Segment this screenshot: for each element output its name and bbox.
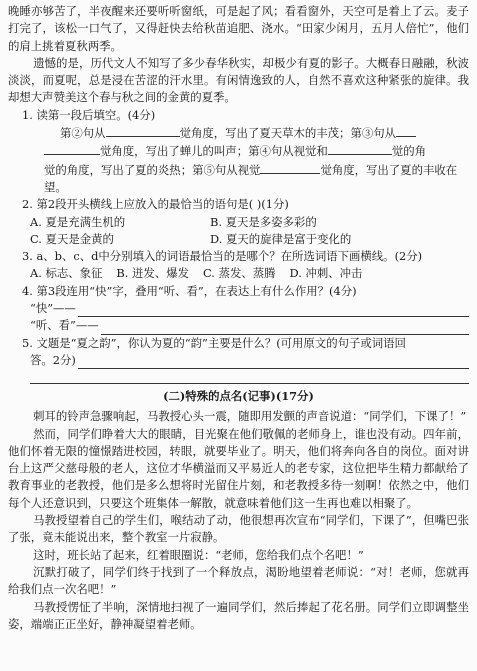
q1-text-3: 觉角度，写出了蝉儿的叫声；第④句从视觉和 [100, 144, 328, 159]
story-paragraph-2: 然而，同学们睁着大大的眼睛，目光聚在他们敬佩的老师身上，谁也没有动。四年前，他们怀着无限的憧憬踏进校园，转眼，就要毕业了。明天，他们将奔向各自的岗位。面对讲台上这严父慈母般的老人，这位才华横溢而又平易近人的老专家，这位把毕生精力都献给了教育事业的老教授，他们是多么想将时光留住片刻，和老教授多待一刻啊！依然之中，他们每个人还意识到，只要这个班集体一解散，就意味着他们这一生再也难以相聚了。 [8, 426, 469, 510]
question-5-answer-blank-2[interactable] [30, 369, 469, 384]
q4-answer-blank-1[interactable] [78, 304, 469, 317]
q3-option-c[interactable]: C. 蒸发、蒸腾 [203, 266, 276, 281]
q5-answer-blank-1[interactable] [78, 356, 469, 369]
question-3-stem: 3. a、b、c、d中分别填入的词语最恰当的是哪个？在所选词语下画横线。(2分) [22, 249, 423, 264]
q1-text-1: 第②句从 [60, 126, 106, 141]
q1-blank-2[interactable] [396, 124, 416, 137]
q1-text-5: 觉角度，写出了夏的丰收在望。 [44, 162, 458, 194]
story-paragraph-6: 马教授愣怔了半响，深情地扫视了一遍同学们，然后捧起了花名册。同学们立即调整坐姿，端端正正坐好，静神凝望着老师。 [8, 599, 469, 631]
q3-option-b[interactable]: B. 迸发、爆发 [116, 266, 189, 281]
q1-text-4a: 觉的角 [391, 144, 427, 159]
passage-paragraph-1-continued: 晚睡亦够苦了，半夜醒来还要听听窗纸，可是起了风；看看窗外，天空可是着上了云。麦子打完了，该松一口气了，又得赶快去给秋苗追肥、浇水。“田家少闲月，五月人倍忙”，他们的肩上挑着夏秋两季。 [8, 4, 469, 53]
q4-label-ting-kan: “听、看”—— [30, 318, 99, 333]
question-2-stem: 2. 第2段开头横线上应放入的最恰当的语句是( )(1分) [22, 197, 289, 212]
question-1-line-2 [8, 142, 469, 160]
question-3-options [8, 265, 469, 282]
story-paragraph-1: 刺耳的铃声急骤响起，马教授心头一震，随即用发颤的声音说道：“同学们，下课了！” [33, 409, 467, 424]
question-5-answer-line-1[interactable] [8, 352, 469, 369]
question-4-stem: 4. 第3段连用“快”字，叠用“听、看”，在表达上有什么作用？(4分) [22, 283, 357, 298]
q1-blank-3[interactable] [328, 142, 392, 155]
q1-text-2: 觉角度，写出了夏天草木的丰茂；第③句从 [179, 126, 397, 141]
q2-option-a[interactable]: A. 夏是充满生机的 [30, 214, 126, 229]
question-5-stem: 5. 文题是“夏之韵”，你认为夏的“韵”主要是什么？(可用原文的句子或词语回 [22, 335, 406, 350]
q1-blank-4[interactable] [260, 161, 320, 174]
q1-text-4: 觉的角度，写出了夏的炎热；第⑤句从视觉 [44, 162, 261, 177]
section-title: (二)特殊的点名(记事)(17分) [163, 389, 314, 404]
q1-blank-1[interactable] [106, 124, 180, 137]
question-1-line-3 [8, 161, 469, 197]
q2-option-c[interactable]: C. 夏天是金黄的 [30, 231, 114, 246]
q2-option-b[interactable]: B. 夏天是多姿多彩的 [210, 214, 317, 229]
q4-label-kuai: “快”—— [30, 301, 76, 316]
q4-answer-blank-2[interactable] [101, 322, 469, 335]
question-2-options-row-2 [8, 231, 469, 248]
q3-option-a[interactable]: A. 标志、象征 [30, 266, 103, 281]
question-1-stem: 1. 读第一段后填空。(4分) [22, 107, 156, 122]
story-paragraph-4: 这时，班长站了起来，红着眼圈说：“老师，您给我们点个名吧！” [33, 547, 364, 562]
q1-blank-2b[interactable] [44, 142, 100, 155]
passage-paragraph-2: 遗憾的是，历代文人不知写了多少春华秋实，却极少有夏的影子。大概春日融融，秋波淡淡，而夏呢，总是浸在苦涩的汗水里。有闲情逸致的人，自然不喜欢这种紧张的旋律。我却想大声赞美这个春与秋之间的金黄的夏季。 [8, 55, 469, 105]
story-paragraph-5: 沉默打破了，同学们终于找到了一个释放点，渴盼地望着老师说：“对！老师，您就再给我们点一次名吧！” [8, 564, 469, 597]
question-1-line-1 [8, 124, 469, 142]
q5-stem-continued: 答。2分) [30, 352, 76, 367]
question-4-answer-line-2[interactable] [8, 317, 469, 334]
story-paragraph-3: 马教授望着自己的学生们，喉结动了动，他很想再次宣布“同学们，下课了”，但嘴巴张了张，竟未能说出来，整个教室一片寂静。 [8, 513, 469, 545]
question-2-options-row-1 [8, 214, 469, 231]
q2-option-d[interactable]: D. 夏天的旋律是富于变化的 [210, 231, 352, 246]
question-4-answer-line-1[interactable] [8, 300, 469, 317]
q3-option-d[interactable]: D. 冲刺、冲击 [289, 266, 363, 281]
